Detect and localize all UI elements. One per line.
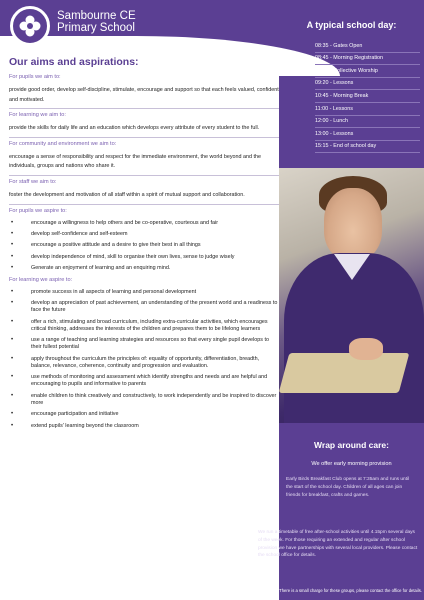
schedule-item: 10:45 - Morning Break [315, 90, 420, 103]
aims-learning-text: provide the skills for daily life and an education which develops every attribute of every student to the full. [9, 125, 260, 132]
divider [9, 175, 279, 176]
divider [9, 204, 279, 205]
aspire-learning-list [9, 289, 279, 431]
wrap-care-breakfast-text: Early Birds Breakfast Club opens at 7:35am and runs until the start of the school day. Children of all ages can join friends for breakfast, crafts and games. [286, 477, 410, 498]
wrap-care-title: Wrap around care: [314, 440, 389, 450]
aims-pupils-label: For pupils we aim to: [9, 74, 61, 80]
list-item: • encourage participation and initiative [9, 411, 279, 418]
aspire-pupils-list [9, 220, 279, 273]
list-item: • develop independence of mind, skill to organise their own lives, sense to judge wisely [9, 254, 279, 261]
photo-jumper [284, 253, 424, 423]
school-name-line2: Primary School [57, 22, 135, 34]
photo-hand [349, 338, 383, 360]
list-item: • use methods of monitoring and assessment which identify strengths and needs and are helpful and encouraging to pupils and informative to parents [9, 374, 279, 388]
schedule-item: 11:00 - Lessons [315, 103, 420, 116]
aims-heading: Our aims and aspirations: [9, 56, 139, 68]
list-item: • promote success in all aspects of learning and personal development [9, 289, 279, 296]
aims-pupils-text: provide good order, develop self-discipline, stimulate, encourage and support so that each feels valued, confident and motivated. [9, 87, 279, 103]
school-name-line1: Sambourne CE [57, 10, 136, 22]
aims-column [9, 56, 279, 434]
aims-staff-label: For staff we aim to: [9, 178, 57, 185]
schedule-item: 15:15 - End of school day [315, 141, 420, 154]
divider [9, 137, 279, 138]
aims-learning-label: For learning we aim to: [9, 112, 66, 119]
school-day-title: A typical school day: [306, 20, 397, 30]
list-item: • offer a rich, stimulating and broad curriculum, including extra-curricular activities, which encourages critical thinking, addresses the interests of the children and prepares them to be lifelong learners [9, 319, 279, 333]
schedule-item: 12:00 - Lunch [315, 116, 420, 129]
charge-note: There is a small charge for these groups, please contact the office for details. [279, 588, 422, 593]
aspire-learning-label: For learning we aspire to: [9, 276, 73, 283]
aims-community-label: For community and environment we aim to: [9, 140, 117, 147]
pupil-photo [279, 168, 424, 423]
list-item: • extend pupils' learning beyond the classroom [9, 423, 279, 430]
photo-circuit-board [279, 353, 409, 393]
school-day-schedule [315, 40, 420, 153]
list-item: • enable children to think creatively and constructively, to work independently and be inspired to discover more [9, 393, 279, 407]
wrap-care-afterschool-text: We run a timetable of free after-school activities until 4.15pm several days of the week. For those requiring an extended and regular after school provision we have partnerships with several local providers. Please contact the school office for details. [258, 530, 418, 559]
aspire-pupils-label: For pupils we aspire to: [9, 207, 67, 214]
list-item: • develop self-confidence and self-esteem [9, 231, 279, 238]
aims-staff-text: foster the development and motivation of all staff within a spirit of mutual support and collaboration. [9, 191, 245, 198]
schedule-item: 09:00 - Collective Worship [315, 65, 420, 78]
list-item: • develop an appreciation of past achievement, an understanding of the present world and a readiness to face the future [9, 300, 279, 314]
list-item: • use a range of teaching and learning strategies and resources so that every single pupil develops to their fullest potential [9, 337, 279, 351]
flower-icon [17, 13, 43, 39]
schedule-item: 08:35 - Gates Open [315, 40, 420, 53]
school-logo [10, 6, 50, 46]
list-item: • encourage a positive attitude and a desire to give their best in all things [9, 242, 279, 249]
divider [9, 108, 279, 109]
aims-community-text: encourage a sense of responsibility and respect for the immediate environment, the world beyond and the individuals, groups and nations who share it. [9, 153, 262, 170]
school-name [57, 10, 136, 34]
schedule-item: 08:45 - Morning Registration [315, 53, 420, 66]
list-item: • Generate an enjoyment of learning and an enquiring mind. [9, 265, 279, 272]
photo-face [324, 188, 382, 260]
list-item: • apply throughout the curriculum the principles of: equality of opportunity, differentiation, breadth, balance, relevance, coherence, continuity and progression and evaluation. [9, 356, 279, 370]
schedule-item: 09:20 - Lessons [315, 78, 420, 91]
wrap-care-subtitle: We offer early morning provision [311, 461, 392, 467]
schedule-item: 13:00 - Lessons [315, 128, 420, 141]
list-item: • encourage a willingness to help others and be co-operative, courteous and fair [9, 220, 279, 227]
